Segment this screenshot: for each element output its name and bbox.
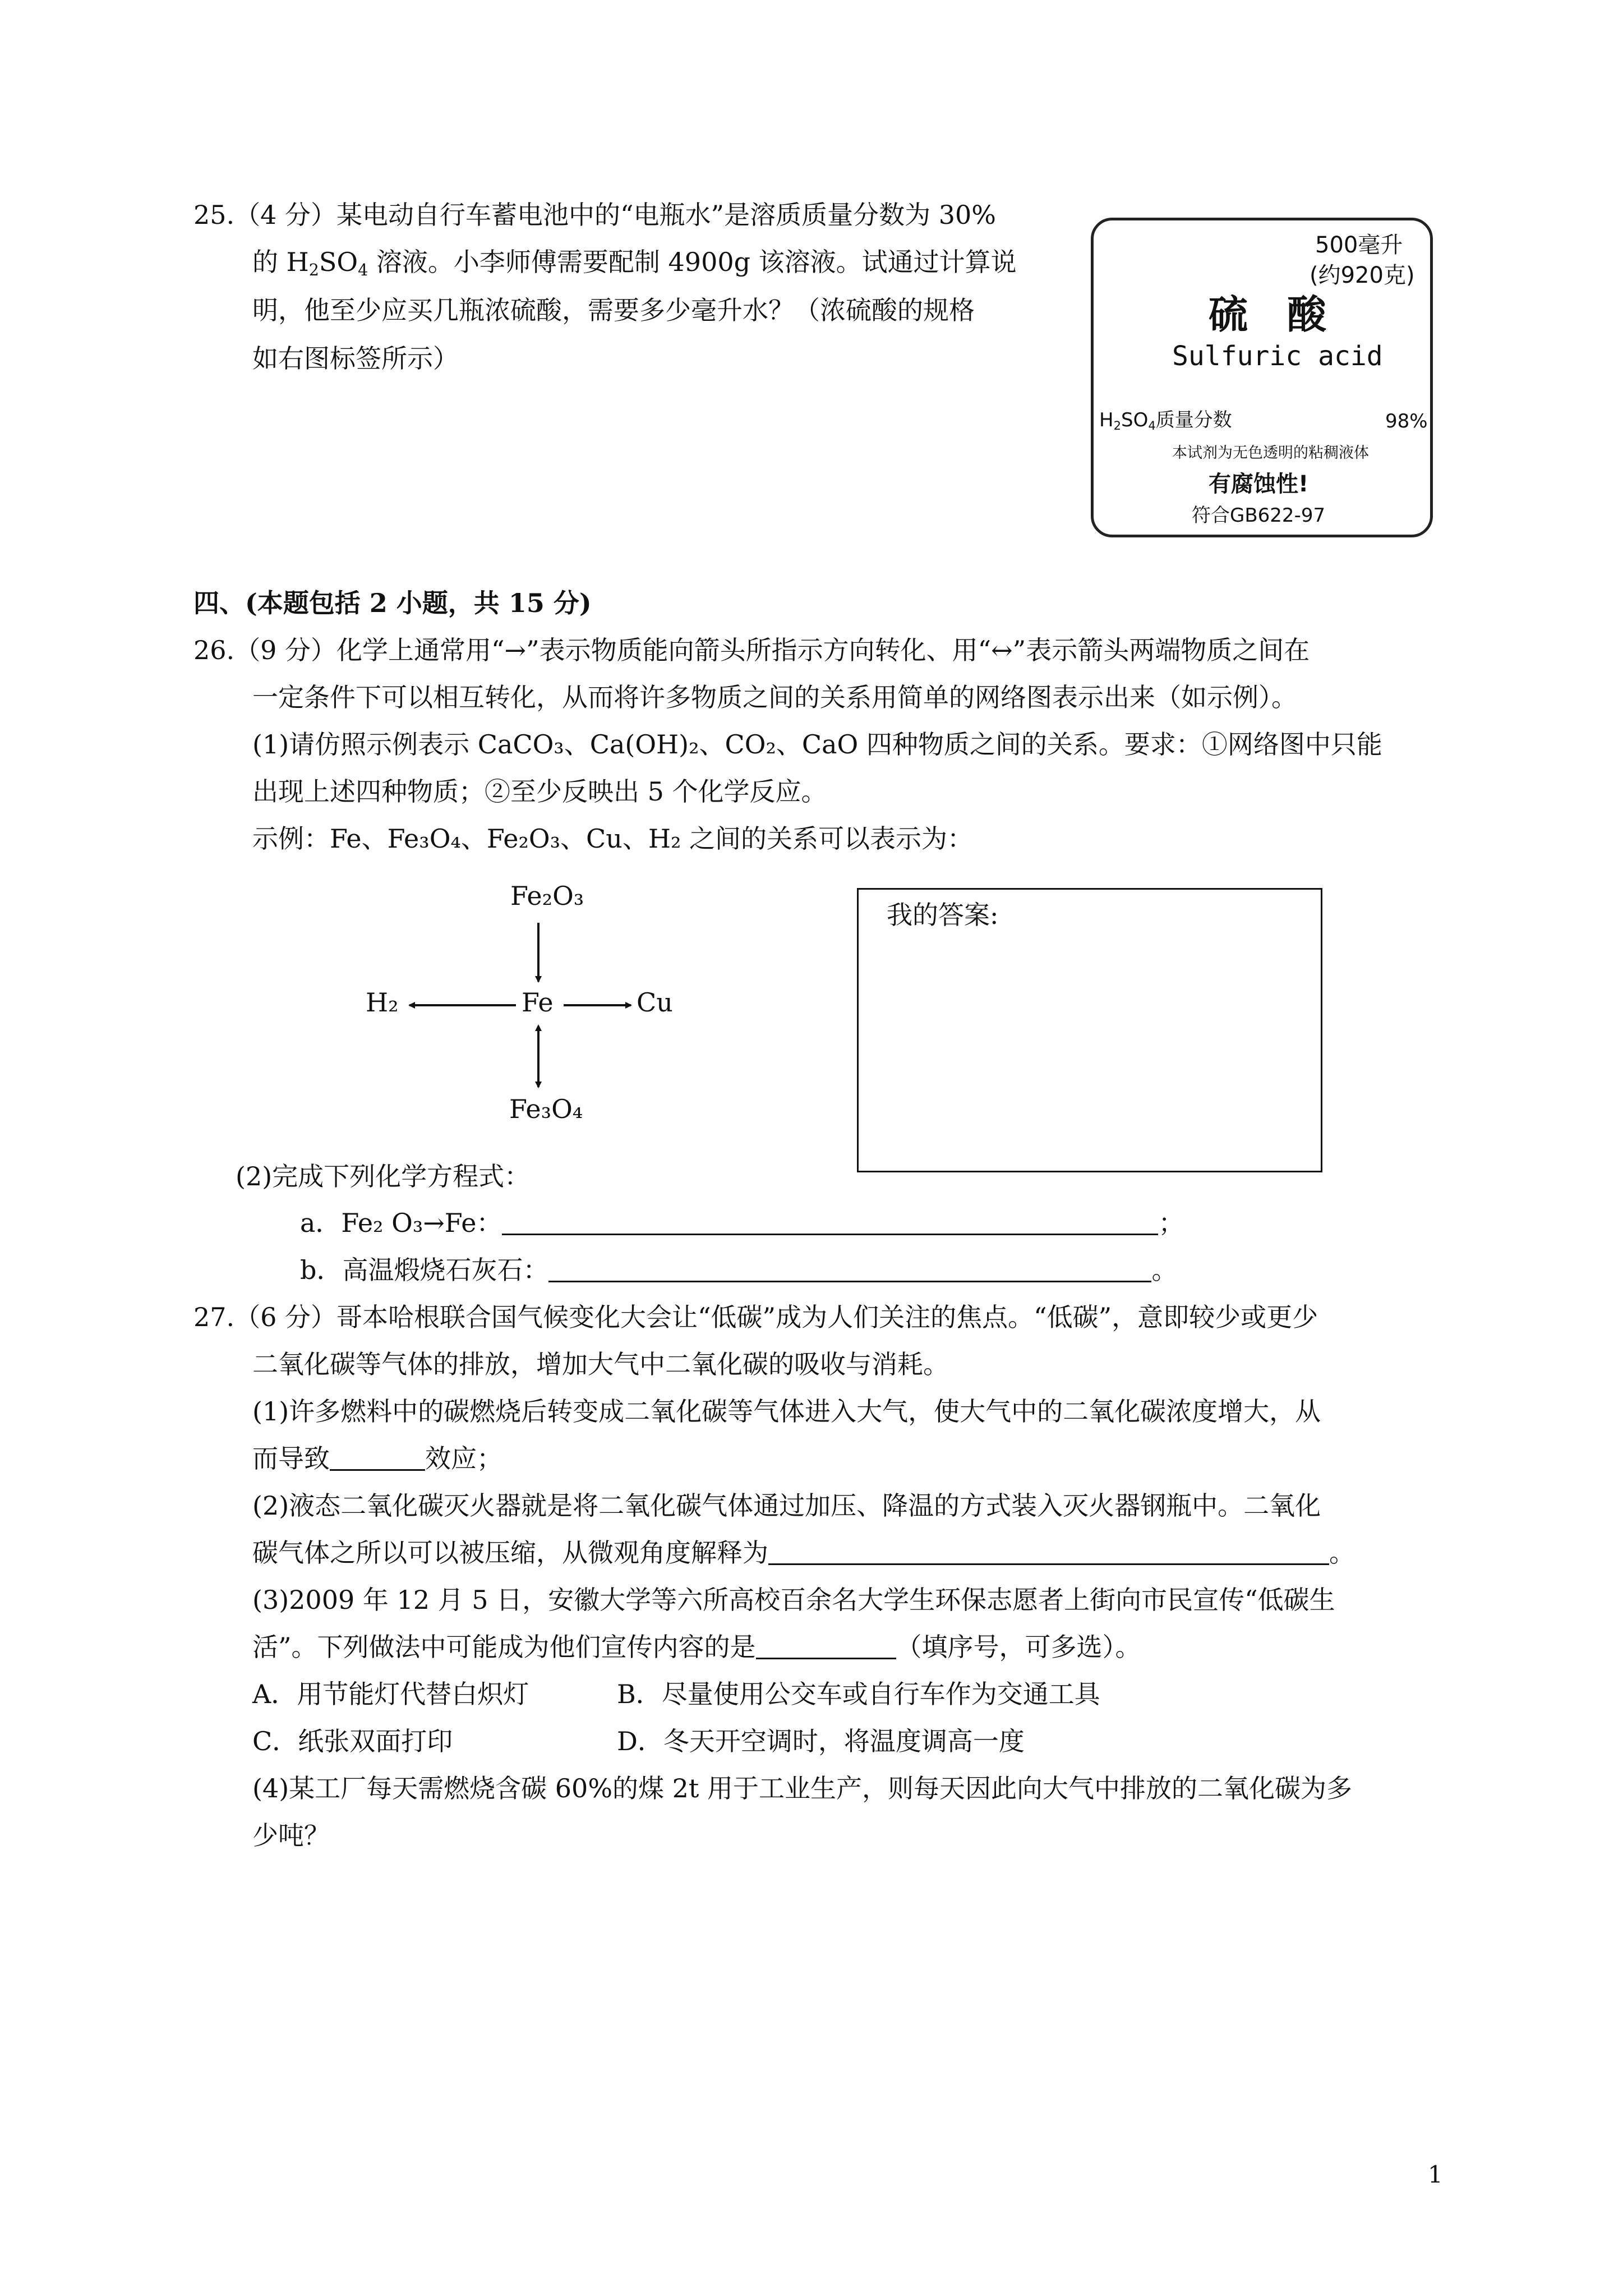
q27-p4-line1: (4)某工厂每天需燃烧含碳 60%的煤 2t 用于工业生产，则每天因此向大气中排放的二氧化碳为多 (252, 1773, 1353, 1803)
q26-part2: (2)完成下列化学方程式： (236, 1161, 531, 1191)
q25-text: 溶液。小李师傅需要配制 4900g 该溶液。试通过计算说 (368, 247, 1017, 277)
label-name-en: Sulfuric acid (1172, 341, 1383, 372)
q25-line2 (252, 247, 1017, 278)
label-fraction-value: 98% (1385, 410, 1428, 432)
q27-p2-line1: (2)液态二氧化碳灭火器就是将二氧化碳气体通过加压、降温的方式装入灭火器钢瓶中。二氧化 (252, 1490, 1321, 1521)
q27-text: 效应； (425, 1443, 502, 1474)
diagram-node-center: Fe (522, 987, 554, 1018)
equation-a-end: ； (1158, 1208, 1184, 1238)
q27-text: 。 (1329, 1538, 1355, 1568)
diagram-node-right: Cu (637, 987, 673, 1018)
equation-b-blank[interactable] (548, 1255, 1151, 1282)
q27-option-b: B．尽量使用公交车或自行车作为交通工具 (617, 1679, 1100, 1709)
equation-a-blank[interactable] (502, 1208, 1158, 1235)
q27-p4-line2: 少吨？ (252, 1820, 330, 1851)
subscript: 4 (1148, 418, 1156, 432)
q26-equation-b (300, 1255, 1177, 1286)
label-text: SO (1121, 409, 1149, 431)
q27-option-a: A．用节能灯代替白炽灯 (252, 1679, 529, 1709)
page-number: 1 (1428, 2161, 1443, 2188)
q26-equation-a (300, 1208, 1184, 1239)
q25-line4: 如右图标签所示） (252, 343, 459, 374)
q25-text: SO (319, 247, 358, 277)
q26-line5: 示例：Fe、Fe₃O₄、Fe₂O₃、Cu、H₂ 之间的关系可以表示为： (252, 823, 974, 854)
equation-b-end: 。 (1151, 1255, 1178, 1285)
q25-text: 的 H (252, 247, 309, 277)
subscript: 4 (358, 260, 368, 279)
answer-label: 我的答案: (887, 900, 999, 930)
q26-line1: 26.（9 分）化学上通常用“→”表示物质能向箭头所指示方向转化、用“↔”表示箭头两端物质之间在 (193, 635, 1310, 665)
diagram-node-bottom: Fe₃O₄ (509, 1094, 583, 1124)
label-text: H (1099, 409, 1114, 431)
q27-text: （填序号，可多选）。 (896, 1632, 1141, 1662)
q26-line2: 一定条件下可以相互转化，从而将许多物质之间的关系用简单的网络图表示出来（如示例）。 (252, 682, 1297, 712)
q27-line1: 27.（6 分）哥本哈根联合国气候变化大会让“低碳”成为人们关注的焦点。“低碳”，意即较少或更少 (193, 1302, 1318, 1332)
label-text: 质量分数 (1155, 409, 1232, 431)
q27-option-c: C．纸张双面打印 (252, 1726, 453, 1756)
q27-text: 碳气体之所以可以被压缩，从微观角度解释为 (252, 1538, 768, 1568)
q25-line1: 25.（4 分）某电动自行车蓄电池中的“电瓶水”是溶质质量分数为 30% (193, 200, 996, 230)
sulfuric-acid-label (1091, 218, 1433, 537)
micro-explanation-blank[interactable] (768, 1538, 1329, 1565)
q27-p1-line2 (252, 1443, 502, 1474)
answer-box[interactable] (857, 888, 1322, 1172)
section-heading: 四、(本题包括 2 小题，共 15 分) (193, 588, 592, 618)
q27-p1-line1: (1)许多燃料中的碳燃烧后转变成二氧化碳等气体进入大气，使大气中的二氧化碳浓度增大，从 (252, 1396, 1321, 1427)
q27-p2-line2 (252, 1538, 1355, 1568)
label-mass: (约920克) (1310, 263, 1415, 288)
q27-text: 而导致 (252, 1443, 330, 1474)
label-description: 本试剂为无色透明的粘稠液体 (1172, 444, 1369, 462)
effect-blank[interactable] (330, 1443, 425, 1471)
label-warning: 有腐蚀性! (1209, 471, 1309, 497)
q27-p3-line1: (3)2009 年 12 月 5 日，安徽大学等六所高校百余名大学生环保志愿者上街向市民宣传“低碳生 (252, 1585, 1335, 1615)
label-standard: 符合GB622-97 (1192, 504, 1326, 527)
subscript: 2 (1113, 418, 1121, 432)
q27-text: 活”。下列做法中可能成为他们宣传内容的是 (252, 1632, 756, 1662)
choice-blank[interactable] (756, 1632, 896, 1659)
q25-line3: 明，他至少应买几瓶浓硫酸，需要多少毫升水？（浓硫酸的规格 (252, 295, 975, 325)
equation-b-label: b．高温煅烧石灰石： (300, 1255, 549, 1285)
label-name-cn: 硫 酸 (1209, 292, 1326, 338)
diagram-node-left: H₂ (366, 987, 399, 1018)
q27-option-d: D．冬天开空调时，将温度调高一度 (617, 1726, 1025, 1756)
label-volume: 500毫升 (1315, 232, 1403, 258)
example-network-diagram (359, 881, 695, 1144)
label-fraction (1099, 410, 1232, 431)
diagram-node-top: Fe₂O₃ (510, 881, 584, 911)
q27-p3-line2 (252, 1632, 1141, 1663)
q27-line2: 二氧化碳等气体的排放，增加大气中二氧化碳的吸收与消耗。 (252, 1349, 949, 1379)
q26-line4: 出现上述四种物质；②至少反映出 5 个化学反应。 (252, 776, 827, 807)
equation-a-label: a．Fe₂ O₃→Fe： (300, 1208, 502, 1238)
subscript: 2 (308, 260, 319, 279)
q26-line3: (1)请仿照示例表示 CaCO₃、Ca(OH)₂、CO₂、CaO 四种物质之间的关系。要求：①网络图中只能 (252, 729, 1382, 760)
